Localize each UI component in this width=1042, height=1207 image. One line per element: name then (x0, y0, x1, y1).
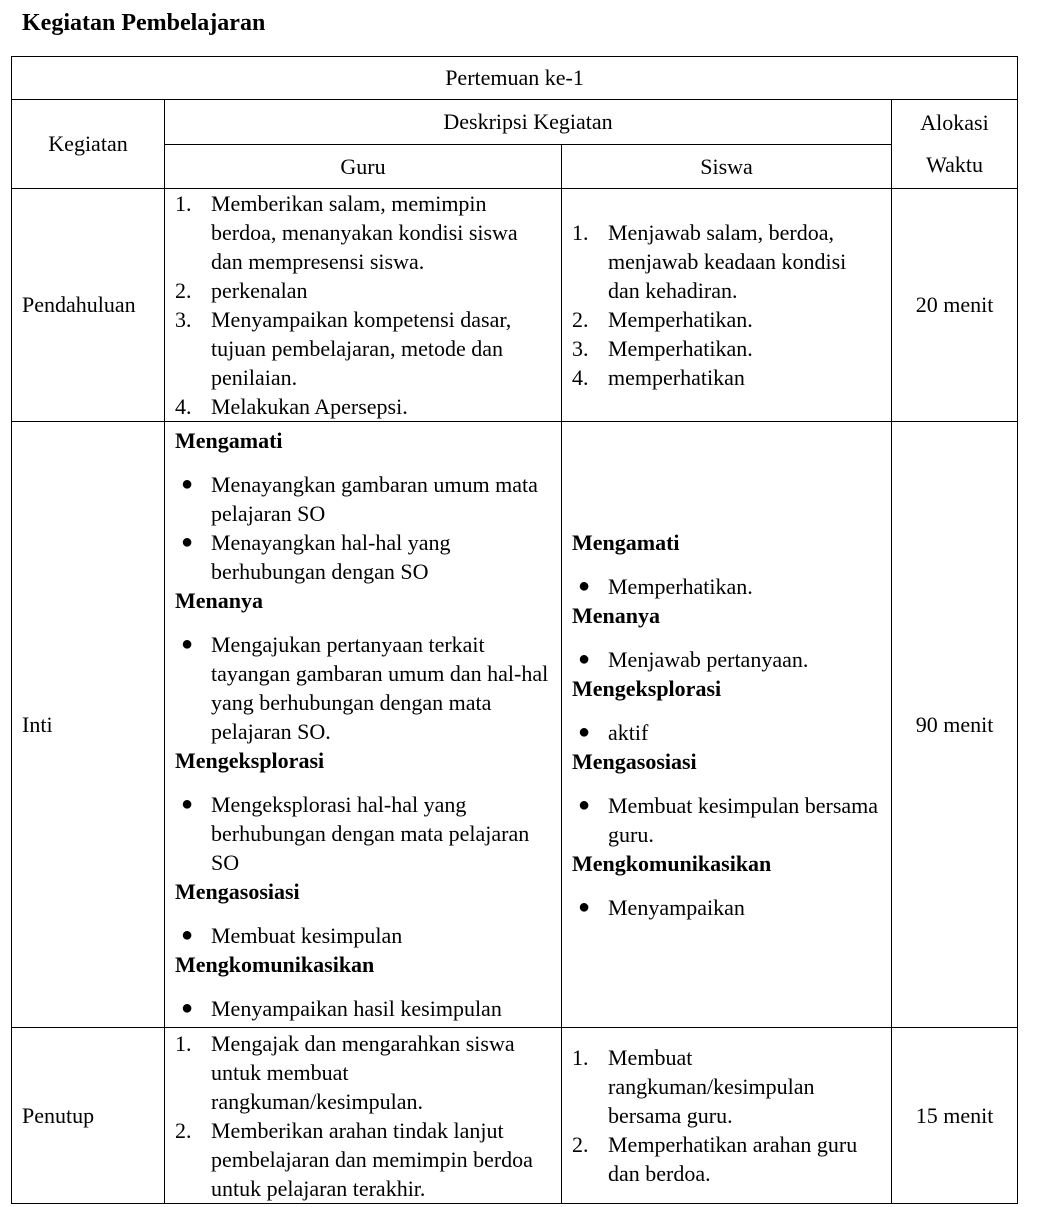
waktu-penutup: 15 menit (892, 1028, 1018, 1204)
bullet-list (175, 470, 551, 586)
list-item: 2. Memberikan arahan tindak lanjut pembelajaran dan memimpin berdoa untuk pelajaran terakhir. (175, 1117, 533, 1201)
header-alokasi-waktu (892, 100, 1018, 189)
guru-list-pendahuluan (175, 189, 551, 421)
list-item: ● Mengeksplorasi hal-hal yang berhubungan dengan mata pelajaran SO (181, 792, 530, 875)
section-heading: Mengasosiasi (572, 748, 697, 774)
header-guru: Guru (165, 145, 562, 189)
list-item: 1. Mengajak dan mengarahkan siswa untuk membuat rangkuman/kesimpulan. (175, 1030, 515, 1114)
section-heading: Mengkomunikasikan (572, 850, 772, 876)
section-heading: Menanya (572, 602, 660, 628)
section-heading: Menanya (175, 588, 263, 613)
list-item: ● Mengajukan pertanyaan terkait tayangan gambaran umum dan hal-hal yang berhubungan dengan mata pelajaran SO. (181, 632, 549, 744)
siswa-cell-inti (562, 422, 892, 1028)
header-waktu: Waktu (926, 152, 983, 177)
bullet-list (572, 791, 881, 849)
section-heading: Mengasosiasi (175, 879, 300, 904)
meeting-header: Pertemuan ke-1 (12, 57, 1018, 100)
bullet-list (572, 893, 881, 922)
guru-cell-penutup (165, 1028, 562, 1204)
list-item: 4. Melakukan Apersepsi. (175, 394, 408, 419)
row-kegiatan-penutup: Penutup (12, 1028, 165, 1204)
list-item: ● Menayangkan gambaran umum mata pelajaran SO (181, 472, 538, 526)
list-item: 3. Memperhatikan. (572, 336, 753, 361)
section-heading: Mengamati (175, 428, 283, 453)
header-alokasi: Alokasi (920, 110, 989, 135)
section-heading: Mengeksplorasi (572, 675, 722, 701)
header-deskripsi: Deskripsi Kegiatan (165, 100, 892, 145)
row-kegiatan-inti: Inti (12, 422, 165, 1028)
list-item: ● Membuat kesimpulan (181, 923, 403, 948)
list-item: ● Menyampaikan hasil kesimpulan (181, 996, 502, 1021)
list-item: 2. perkenalan (175, 278, 308, 303)
guru-list-penutup (175, 1029, 551, 1203)
waktu-pendahuluan: 20 menit (892, 189, 1018, 422)
list-item: 1. Membuat rangkuman/kesimpulan bersama guru. (572, 1045, 815, 1128)
section-heading: Mengamati (572, 529, 680, 555)
bullet-list (572, 572, 881, 601)
lesson-activity-table (11, 56, 1018, 1204)
siswa-cell-pendahuluan (562, 189, 892, 422)
section-heading: Mengeksplorasi (175, 748, 325, 773)
list-item: ● Menayangkan hal-hal yang berhubungan dengan SO (181, 530, 451, 584)
list-item: 2. Memperhatikan arahan guru dan berdoa. (572, 1132, 858, 1186)
list-item: ● Menyampaikan (578, 894, 745, 920)
list-item: 1. Menjawab salam, berdoa, menjawab keadaan kondisi dan kehadiran. (572, 220, 847, 303)
list-item: ● Memperhatikan. (578, 573, 753, 599)
bullet-list (175, 790, 551, 877)
bullet-list (572, 645, 881, 674)
siswa-list-penutup (572, 1043, 881, 1188)
row-kegiatan-pendahuluan: Pendahuluan (12, 189, 165, 422)
list-item: 4. memperhatikan (572, 365, 745, 390)
list-item: 1. Memberikan salam, memimpin berdoa, menanyakan kondisi siswa dan mempresensi siswa. (175, 191, 518, 274)
bullet-list (572, 718, 881, 747)
bullet-list (175, 994, 551, 1023)
list-item: 2. Memperhatikan. (572, 307, 753, 332)
guru-cell-pendahuluan (165, 189, 562, 422)
list-item: ● Menjawab pertanyaan. (578, 646, 809, 672)
header-siswa: Siswa (562, 145, 892, 189)
list-item: ● Membuat kesimpulan bersama guru. (578, 792, 879, 847)
siswa-cell-penutup (562, 1028, 892, 1204)
header-kegiatan: Kegiatan (12, 100, 165, 189)
list-item: ● aktif (578, 719, 649, 745)
bullet-list (175, 921, 551, 950)
bullet-list (175, 630, 551, 746)
siswa-list-pendahuluan (572, 218, 881, 392)
section-heading: Mengkomunikasikan (175, 952, 375, 977)
guru-cell-inti (165, 422, 562, 1028)
waktu-inti: 90 menit (892, 422, 1018, 1028)
page-title: Kegiatan Pembelajaran (22, 10, 266, 36)
list-item: 3. Menyampaikan kompetensi dasar, tujuan pembelajaran, metode dan penilaian. (175, 307, 512, 390)
